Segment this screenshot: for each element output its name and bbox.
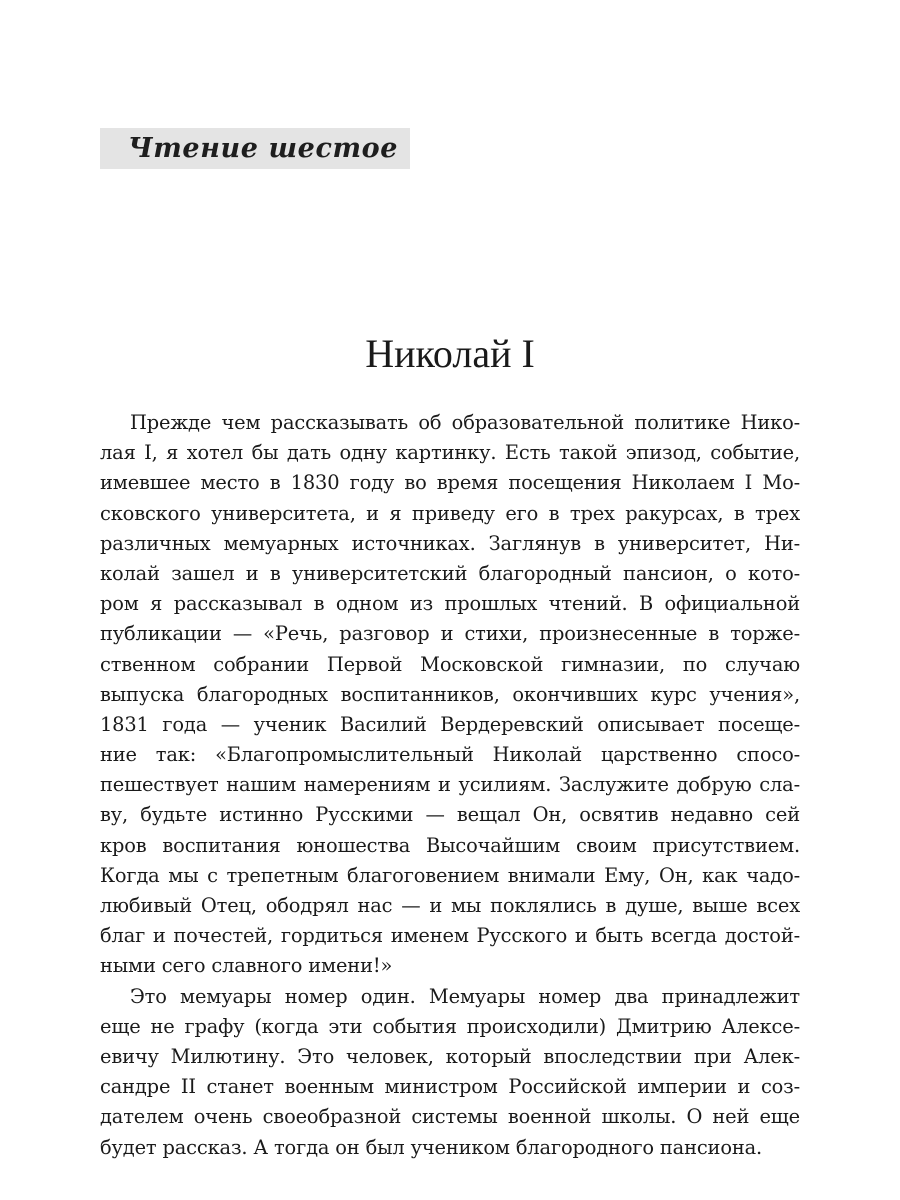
body-text <box>100 408 800 1163</box>
text-line: Когда мы с трепетным благоговением внимали Ему, Он, как чадо- <box>100 863 800 887</box>
paragraph-2 <box>100 982 800 1163</box>
text-line: публикации — «Речь, разговор и стихи, произнесенные в торже- <box>100 622 800 646</box>
text-line: сандре II станет военным министром Российской империи и соз- <box>100 1075 800 1099</box>
text-line: сковского университета, и я приведу его в трех ракурсах, в трех <box>100 501 800 525</box>
text-line: ственном собрании Первой Московской гимназии, по случаю <box>100 652 800 676</box>
section-label-banner <box>100 128 410 169</box>
text-line: еще не графу (когда эти события происходили) Дмитрию Алексе- <box>100 1014 800 1038</box>
text-line: 1831 года — ученик Василий Вердеревский описывает посеще- <box>100 712 800 736</box>
text-line: различных мемуарных источниках. Заглянув в университет, Ни- <box>100 531 800 555</box>
text-line: благ и почестей, гордиться именем Русского и быть всегда достой- <box>100 924 800 948</box>
text-line: Прежде чем рассказывать об образовательной политике Нико- <box>130 411 800 434</box>
text-line: выпуска благородных воспитанников, окончивших курс учения», <box>100 682 800 706</box>
text-line: Это мемуары номер один. Мемуары номер два принадлежит <box>130 984 800 1008</box>
text-line: любивый Отец, ободрял нас — и мы поклялись в душе, выше всех <box>100 894 800 917</box>
text-line: будет рассказ. А тогда он был учеником благородного пансиона. <box>100 1135 763 1159</box>
chapter-title: Николай I <box>365 331 535 376</box>
text-line: ву, будьте истинно Русскими — вещал Он, освятив недавно сей <box>100 803 800 827</box>
text-line: колай зашел и в университетский благородный пансион, о кото- <box>100 561 800 585</box>
text-line: дателем очень своеобразной системы военной школы. О ней еще <box>100 1105 800 1129</box>
text-line: евичу Милютину. Это человек, который впоследствии при Алек- <box>100 1044 800 1068</box>
text-line: лая I, я хотел бы дать одну картинку. Есть такой эпизод, событие, <box>100 441 800 465</box>
section-label: Чтение шестое <box>128 133 399 164</box>
text-line: ром я рассказывал в одном из прошлых чтений. В официальной <box>100 592 800 616</box>
text-line: ние так: «Благопромыслительный Николай царственно спосо- <box>100 743 800 767</box>
paragraph-1 <box>100 408 800 982</box>
text-line: пешествует нашим намерениям и усилиям. Заслужите добрую сла- <box>100 773 800 797</box>
text-line: имевшее место в 1830 году во время посещения Николаем I Мо- <box>100 471 800 495</box>
text-line: кров воспитания юношества Высочайшим своим присутствием. <box>100 833 800 857</box>
text-line: ными сего славного имени!» <box>100 954 393 978</box>
